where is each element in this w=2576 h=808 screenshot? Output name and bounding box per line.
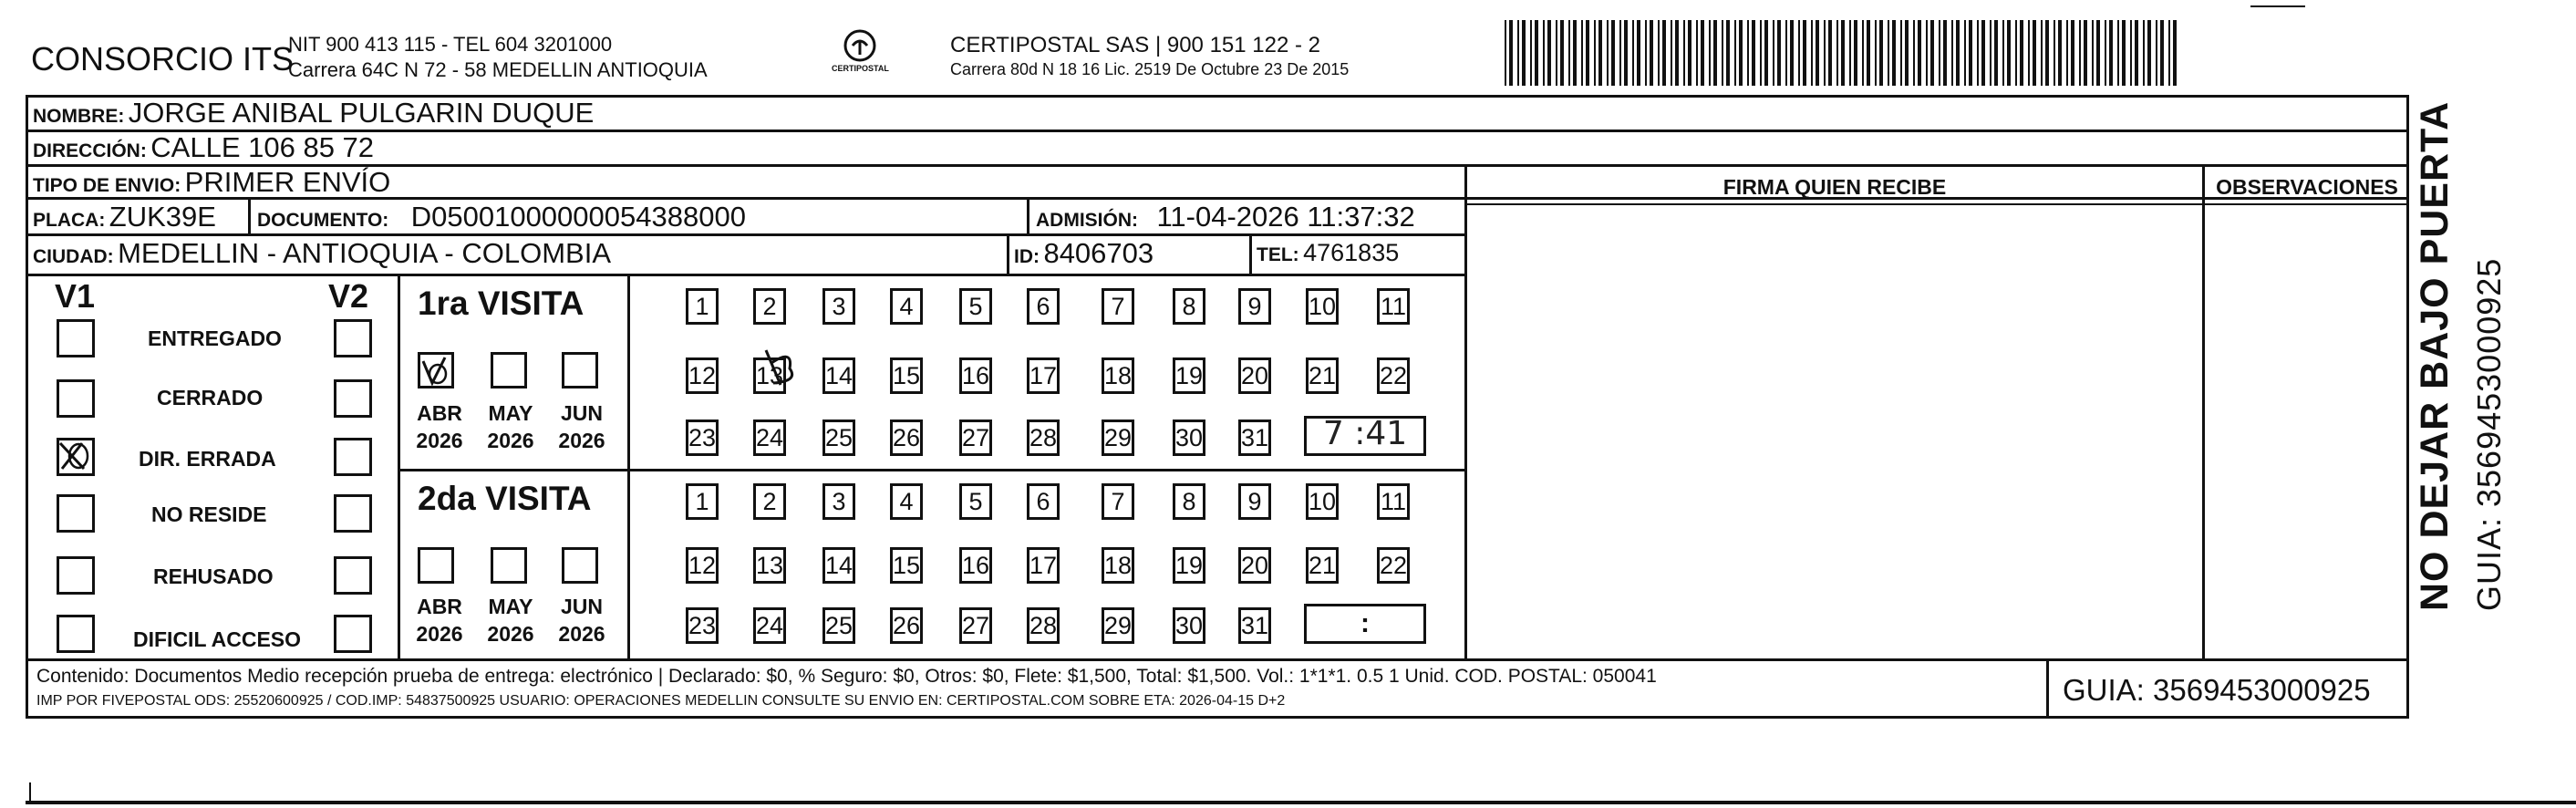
visit2-day-box[interactable]: 15	[890, 547, 923, 584]
barcode-bar	[1509, 20, 1513, 86]
v2-no-reside-checkbox[interactable]	[334, 494, 372, 533]
visit2-month-label: MAY	[488, 595, 533, 618]
visit1-day-box[interactable]: 7	[1102, 288, 1134, 325]
barcode-bar	[1722, 20, 1723, 86]
handwritten-check-mark-icon	[418, 352, 454, 388]
barcode-bar	[2058, 20, 2062, 86]
v1-dificil-acceso-checkbox[interactable]	[57, 615, 95, 653]
visit1-time-box[interactable]	[1304, 416, 1426, 456]
direccion-row	[33, 131, 374, 164]
status-label: DIFICIL ACCESO	[133, 627, 302, 651]
barcode-bar	[1658, 20, 1660, 86]
visit1-day-box[interactable]: 13	[753, 357, 786, 394]
visit1-day-box[interactable]: 22	[1377, 357, 1410, 394]
divider	[1466, 203, 2409, 205]
visit2-day-box[interactable]: 14	[822, 547, 855, 584]
footer-print-line: IMP POR FIVEPOSTAL ODS: 25520600925 / COD.IMP: 54837500925 USUARIO: OPERACIONES MEDELLIN CONSULTE SU ENVIO EN: CERTIPOSTAL.COM SOBRE ETA: 2026-04-15 D+2	[36, 693, 1286, 709]
status-label: CERRADO	[157, 386, 264, 409]
ciudad-value: MEDELLIN - ANTIOQUIA - COLOMBIA	[118, 237, 611, 269]
visit1-day-box[interactable]: 26	[890, 420, 923, 456]
barcode-bar	[2002, 20, 2004, 86]
barcode-bar	[1977, 20, 1979, 86]
observations-area[interactable]	[2205, 206, 2409, 658]
barcode-bar	[2160, 20, 2164, 86]
nombre-label: NOMBRE:	[33, 106, 125, 127]
v1-header: V1	[55, 277, 96, 315]
visit2-jun-checkbox[interactable]	[562, 547, 598, 584]
barcode-bar	[1696, 20, 1698, 86]
side-warning: NO DEJAR BAJO PUERTA	[2413, 100, 2457, 611]
documento-label: DOCUMENTO:	[257, 210, 389, 231]
visit1-day-box[interactable]: 12	[686, 357, 719, 394]
status-label: DIR. ERRADA	[139, 447, 276, 471]
divider	[1007, 233, 1009, 274]
barcode-bar	[2117, 20, 2119, 86]
barcode-bar	[2066, 20, 2068, 86]
visit1-day-box[interactable]: 5	[959, 288, 992, 325]
barcode-bar	[1862, 20, 1864, 86]
visit1-jun-checkbox[interactable]	[562, 352, 598, 388]
barcode-bar	[1760, 20, 1762, 86]
visit2-day-box[interactable]: 21	[1306, 547, 1339, 584]
v2-rehusado-checkbox[interactable]	[334, 556, 372, 595]
carrier-line-2: Carrera 80d N 18 16 Lic. 2519 De Octubre 23 De 2015	[950, 60, 1350, 78]
visit2-day-box[interactable]: 3	[822, 483, 855, 520]
divider	[26, 274, 1466, 276]
barcode-bar	[1879, 20, 1883, 86]
barcode-bar	[1701, 20, 1704, 86]
barcode-bar	[2122, 20, 2126, 86]
visit2-day-box[interactable]: 23	[686, 607, 719, 644]
visit1-day-box[interactable]: 14	[822, 357, 855, 394]
visit1-day-box[interactable]: 23	[686, 420, 719, 456]
status-label: NO RESIDE	[151, 502, 267, 526]
barcode-bar	[1956, 20, 1960, 86]
visit2-day-box[interactable]: 5	[959, 483, 992, 520]
barcode-bar	[1739, 20, 1743, 86]
v1-rehusado-checkbox[interactable]	[57, 556, 95, 595]
barcode-bar	[1849, 20, 1851, 86]
status-label: ENTREGADO	[148, 326, 282, 350]
direccion-label: DIRECCIÓN:	[33, 140, 147, 161]
visit1-day-box[interactable]: 9	[1238, 288, 1271, 325]
barcode-bar	[1619, 20, 1621, 86]
logo-text: CERTIPOSTAL	[832, 64, 889, 73]
admision-value: 11-04-2026 11:37:32	[1156, 201, 1415, 233]
carrier-line-1: CERTIPOSTAL SAS | 900 151 122 - 2	[950, 33, 1320, 57]
barcode-bar	[1581, 20, 1583, 86]
id-label: ID:	[1014, 246, 1040, 267]
visit1-month-label: MAY	[488, 401, 533, 425]
visit1-day-box[interactable]: 2	[753, 288, 786, 325]
barcode-bar	[1662, 20, 1666, 86]
visit1-time-value: 7 :41	[1322, 415, 1408, 452]
admision-label: ADMISIÓN:	[1036, 210, 1138, 231]
bottom-edge-line	[26, 801, 2576, 804]
divider	[1249, 233, 1252, 274]
visit2-day-box[interactable]: 8	[1173, 483, 1205, 520]
id-cell	[1014, 237, 1154, 270]
barcode-bar	[1981, 20, 1985, 86]
placa-cell	[33, 201, 216, 233]
barcode-bar	[1777, 20, 1781, 86]
visit2-year-label: 2026	[487, 622, 534, 646]
visit2-month-label: ABR	[417, 595, 462, 618]
visit1-day-box[interactable]: 31	[1238, 420, 1271, 456]
visit1-day-box[interactable]: 17	[1027, 357, 1060, 394]
certipostal-logo-icon	[832, 27, 889, 82]
barcode-bar	[1888, 20, 1889, 86]
ciudad-label: CIUDAD:	[33, 246, 114, 267]
barcode-bar	[2147, 20, 2151, 86]
barcode-bar	[1522, 20, 1526, 86]
visit2-day-box[interactable]: 9	[1238, 483, 1271, 520]
visit2-day-box[interactable]: 26	[890, 607, 923, 644]
visit2-day-box[interactable]: 22	[1377, 547, 1410, 584]
visit2-day-box[interactable]: 13	[753, 547, 786, 584]
barcode-bar	[1854, 20, 1857, 86]
admision-cell	[1036, 201, 1415, 233]
footer-guia: GUIA: 3569453000925	[2063, 673, 2371, 707]
visit2-title: 2da VISITA	[418, 480, 592, 517]
bottom-tick	[29, 782, 31, 803]
divider	[26, 658, 2409, 661]
barcode-bar	[1598, 20, 1602, 86]
barcode-bar	[1543, 20, 1545, 86]
barcode-bar	[1505, 20, 1506, 86]
visit1-abr-checkbox[interactable]	[418, 352, 454, 388]
placa-label: PLACA:	[33, 210, 106, 231]
barcode-bar	[2105, 20, 2106, 86]
signature-area[interactable]	[1466, 206, 2202, 658]
barcode-bar	[1892, 20, 1896, 86]
barcode-bar	[1568, 20, 1570, 86]
visit2-day-box[interactable]: 4	[890, 483, 923, 520]
barcode-bar	[1790, 20, 1794, 86]
barcode-bar	[1556, 20, 1557, 86]
barcode-bar	[2041, 20, 2043, 86]
visit2-time-box[interactable]	[1304, 604, 1426, 644]
barcode-bar	[1994, 20, 1998, 86]
barcode-bar	[1990, 20, 1991, 86]
visit2-month-label: JUN	[560, 595, 603, 618]
barcode-bar	[2096, 20, 2100, 86]
status-label: REHUSADO	[153, 565, 274, 588]
barcode-bar	[1964, 20, 1966, 86]
barcode-bar	[1824, 20, 1826, 86]
sender-name: CONSORCIO ITS	[31, 40, 295, 78]
barcode-bar	[2156, 20, 2157, 86]
handwritten-x-mark-icon	[57, 438, 93, 474]
v2-dificil-acceso-checkbox[interactable]	[334, 615, 372, 653]
visit1-day-box[interactable]: 11	[1377, 288, 1410, 325]
barcode-bar	[1637, 20, 1640, 86]
barcode-bar	[1594, 20, 1596, 86]
barcode-bar	[2168, 20, 2170, 86]
barcode-bar	[1586, 20, 1589, 86]
barcode-bar	[1773, 20, 1774, 86]
visit2-day-box[interactable]: 16	[959, 547, 992, 584]
barcode-bar	[2109, 20, 2113, 86]
visit1-year-label: 2026	[416, 429, 463, 452]
tipo-value: PRIMER ENVÍO	[184, 166, 391, 198]
barcode-bar	[1905, 20, 1909, 86]
barcode-bar	[1709, 20, 1711, 86]
barcode-bar	[1785, 20, 1787, 86]
barcode-bar	[1650, 20, 1653, 86]
visit2-day-box[interactable]: 24	[753, 607, 786, 644]
visit1-title: 1ra VISITA	[418, 285, 585, 322]
divider	[398, 274, 400, 658]
divider	[1027, 197, 1029, 235]
barcode-bar	[1607, 20, 1609, 86]
barcode-bar	[2079, 20, 2081, 86]
nombre-value: JORGE ANIBAL PULGARIN DUQUE	[128, 97, 595, 129]
barcode-bar	[1836, 20, 1838, 86]
barcode-bar	[1683, 20, 1685, 86]
barcode-bar	[1530, 20, 1532, 86]
visit1-day-box[interactable]: 1	[686, 288, 719, 325]
barcode-bar	[1734, 20, 1736, 86]
barcode-bar	[1875, 20, 1877, 86]
barcode-bar	[1764, 20, 1768, 86]
barcode-bar	[2007, 20, 2011, 86]
documento-cell	[257, 201, 746, 233]
barcode-bar	[2033, 20, 2036, 86]
visit1-year-label: 2026	[558, 429, 605, 452]
barcode-bar	[1841, 20, 1845, 86]
barcode-bar	[2054, 20, 2055, 86]
divider	[627, 274, 630, 658]
tel-value: 4761835	[1303, 239, 1400, 266]
barcode-bar	[1943, 20, 1947, 86]
barcode-bar	[2020, 20, 2023, 86]
firma-header: FIRMA QUIEN RECIBE	[1723, 175, 1947, 199]
visit1-day-box[interactable]: 21	[1306, 357, 1339, 394]
tipo-label: TIPO DE ENVIO:	[33, 175, 181, 196]
tel-cell	[1257, 239, 1399, 267]
barcode-bar	[2173, 20, 2177, 86]
barcode-bar	[1688, 20, 1691, 86]
visit2-year-label: 2026	[558, 622, 605, 646]
barcode-bar	[1798, 20, 1800, 86]
visit2-day-box[interactable]: 2	[753, 483, 786, 520]
v2-dir-errada-checkbox[interactable]	[334, 438, 372, 476]
barcode-bar	[1747, 20, 1749, 86]
barcode-bar	[1811, 20, 1813, 86]
visit1-day-box[interactable]: 16	[959, 357, 992, 394]
direccion-value: CALLE 106 85 72	[150, 131, 375, 163]
visit1-month-label: ABR	[417, 401, 462, 425]
barcode-bar	[2084, 20, 2087, 86]
barcode-bar	[1645, 20, 1647, 86]
barcode-bar	[1828, 20, 1832, 86]
visit2-day-box[interactable]: 11	[1377, 483, 1410, 520]
visit2-day-box[interactable]: 18	[1102, 547, 1134, 584]
visit1-day-box[interactable]: 24	[753, 420, 786, 456]
documento-value: D05001000000054388000	[410, 201, 746, 233]
visit2-day-box[interactable]: 30	[1173, 607, 1205, 644]
barcode-bar	[2045, 20, 2049, 86]
barcode-bar	[1816, 20, 1819, 86]
v1-dir-errada-checkbox[interactable]	[57, 438, 95, 476]
tipo-row	[33, 166, 390, 199]
barcode-bar	[1900, 20, 1902, 86]
v2-header: V2	[328, 277, 369, 315]
visit1-day-box[interactable]: 18	[1102, 357, 1134, 394]
visit2-day-box[interactable]: 29	[1102, 607, 1134, 644]
barcode-bar	[1611, 20, 1615, 86]
barcode-bar	[1726, 20, 1730, 86]
barcode-bar	[1803, 20, 1806, 86]
divider	[398, 469, 1466, 471]
visit2-day-box[interactable]: 1	[686, 483, 719, 520]
visit1-year-label: 2026	[487, 429, 534, 452]
barcode-bar	[1624, 20, 1628, 86]
barcode-bar	[2092, 20, 2094, 86]
visit2-day-box[interactable]: 10	[1306, 483, 1339, 520]
divider	[2046, 658, 2049, 719]
barcode-bar	[2071, 20, 2074, 86]
barcode-bar	[2028, 20, 2030, 86]
barcode-bar	[1951, 20, 1953, 86]
placa-value: ZUK39E	[109, 201, 216, 233]
visit2-day-box[interactable]: 28	[1027, 607, 1060, 644]
footer-content-line: Contenido: Documentos Medio recepción prueba de entrega: electrónico | Declarado: $0, % Seguro: $0, Otros: $0, Flete: $1,500, Total: $1,500. Vol.: 1*1*1. 0.5 1 Unid. COD. POSTAL: 050041	[36, 666, 1657, 687]
visit2-may-checkbox[interactable]	[491, 547, 527, 584]
visit2-day-box[interactable]: 7	[1102, 483, 1134, 520]
barcode-bar	[1867, 20, 1870, 86]
barcode-bar	[1573, 20, 1577, 86]
visit1-day-box[interactable]: 27	[959, 420, 992, 456]
visit1-day-box[interactable]: 29	[1102, 420, 1134, 456]
visit2-year-label: 2026	[416, 622, 463, 646]
visit1-month-label: JUN	[560, 401, 603, 425]
visit2-day-box[interactable]: 20	[1238, 547, 1271, 584]
visit2-abr-checkbox[interactable]	[418, 547, 454, 584]
v1-no-reside-checkbox[interactable]	[57, 494, 95, 533]
barcode-bar	[1930, 20, 1934, 86]
barcode-bar	[1713, 20, 1717, 86]
visit2-day-box[interactable]: 17	[1027, 547, 1060, 584]
barcode-bar	[1535, 20, 1538, 86]
visit2-day-box[interactable]: 12	[686, 547, 719, 584]
v1-cerrado-checkbox[interactable]	[57, 379, 95, 418]
barcode-bar	[1671, 20, 1672, 86]
barcode	[1505, 20, 2179, 86]
visit2-day-box[interactable]: 31	[1238, 607, 1271, 644]
v2-entregado-checkbox[interactable]	[334, 319, 372, 357]
visit1-day-box[interactable]: 3	[822, 288, 855, 325]
barcode-bar	[1752, 20, 1755, 86]
sender-line-2: Carrera 64C N 72 - 58 MEDELLIN ANTIOQUIA	[288, 58, 708, 81]
side-guia: GUIA: 3569453000925	[2470, 257, 2508, 611]
visit1-day-box[interactable]: 30	[1173, 420, 1205, 456]
tel-label: TEL:	[1257, 244, 1299, 265]
visit1-may-checkbox[interactable]	[491, 352, 527, 388]
visit1-day-box[interactable]: 15	[890, 357, 923, 394]
visit2-day-box[interactable]: 19	[1173, 547, 1205, 584]
barcode-bar	[1632, 20, 1634, 86]
v1-entregado-checkbox[interactable]	[57, 319, 95, 357]
visit1-day-box[interactable]: 10	[1306, 288, 1339, 325]
visit2-day-box[interactable]: 27	[959, 607, 992, 644]
barcode-bar	[1675, 20, 1679, 86]
barcode-bar	[1939, 20, 1940, 86]
barcode-bar	[1517, 20, 1519, 86]
visit2-day-box[interactable]: 25	[822, 607, 855, 644]
barcode-bar	[2130, 20, 2132, 86]
id-value: 8406703	[1043, 237, 1154, 269]
barcode-bar	[1560, 20, 1564, 86]
visit1-day-box[interactable]: 4	[890, 288, 923, 325]
ciudad-cell	[33, 237, 611, 270]
handwritten-day-mark-icon	[762, 345, 799, 390]
visit1-day-box[interactable]: 28	[1027, 420, 1060, 456]
visit1-day-box[interactable]: 20	[1238, 357, 1271, 394]
v2-cerrado-checkbox[interactable]	[334, 379, 372, 418]
visit1-day-box[interactable]: 19	[1173, 357, 1205, 394]
observaciones-header: OBSERVACIONES	[2216, 175, 2398, 199]
nombre-row	[33, 97, 594, 129]
barcode-bar	[1918, 20, 1921, 86]
barcode-bar	[2135, 20, 2138, 86]
barcode-bar	[1926, 20, 1928, 86]
barcode-bar	[1913, 20, 1915, 86]
divider	[26, 129, 2409, 132]
barcode-bar	[2015, 20, 2017, 86]
corner-mark	[2250, 5, 2305, 7]
visit2-time-value: :	[1360, 608, 1370, 638]
barcode-bar	[1969, 20, 1972, 86]
visit1-day-box[interactable]: 6	[1027, 288, 1060, 325]
sender-line-1: NIT 900 413 115 - TEL 604 3201000	[288, 33, 613, 56]
visit1-day-box[interactable]: 8	[1173, 288, 1205, 325]
visit2-day-box[interactable]: 6	[1027, 483, 1060, 520]
barcode-bar	[1547, 20, 1551, 86]
barcode-bar	[2143, 20, 2145, 86]
divider	[248, 197, 251, 235]
visit1-day-box[interactable]: 25	[822, 420, 855, 456]
